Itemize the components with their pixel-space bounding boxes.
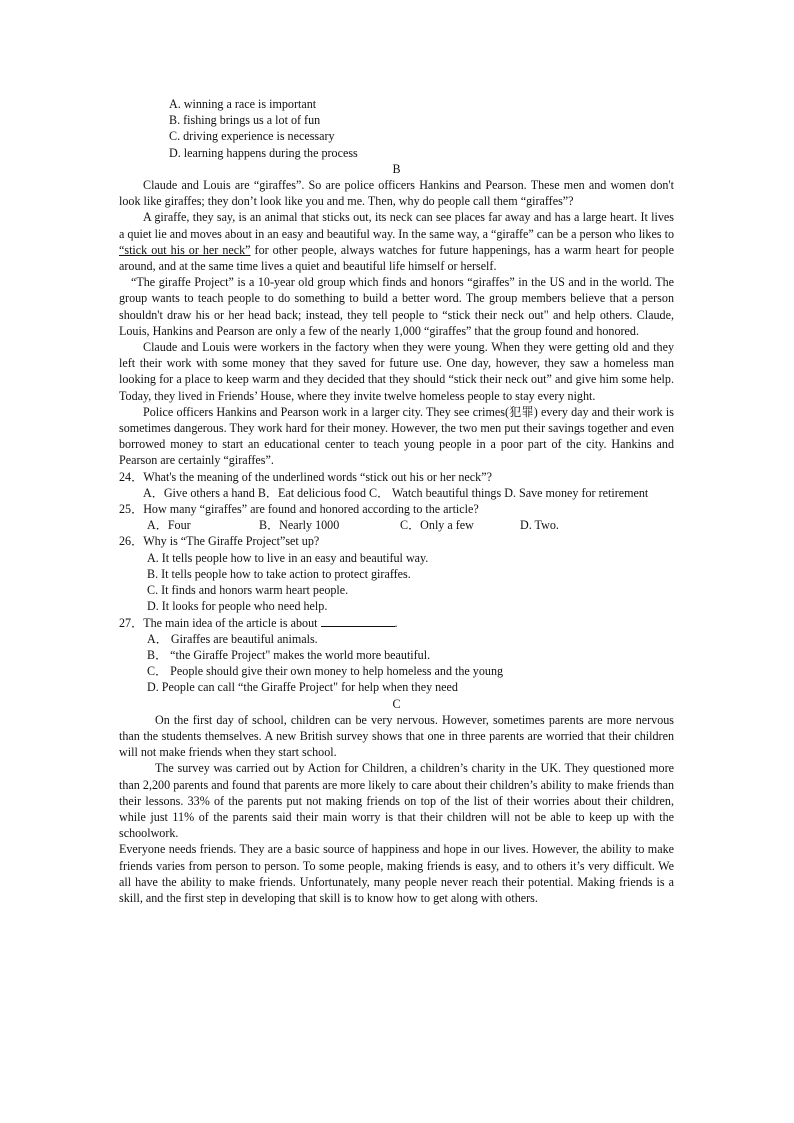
document-page <box>119 96 674 906</box>
question-24: 24．What's the meaning of the underlined words “stick out his or her neck”? <box>119 469 492 484</box>
section-c-paragraph-3: Everyone needs friends. They are a basic source of happiness and hope in our lives. However, the ability to make friends varies from person to person. To some people, making friends is easy, and to others it’s very difficult. We all have the ability to make friends. Unfortunately, many people never reach their potential. Making friends is a skill, and the first step in developing that skill is to know how to get along with others. <box>119 842 674 905</box>
paragraph-2-text-end: for other people, always watches for future happenings, has a warm heart for people around, and at the same time lives a quiet and beautiful life himself or herself. <box>119 242 674 274</box>
section-b-paragraph-3: “The giraffe Project” is a 10-year old group which finds and honors “giraffes” in the US and in the world. The group wants to teach people to do something to build a better word. The group members believe that a person shouldn't draw his or her head back; instead, they tell people to “stick their neck out" and help others. Claude, Louis, Hankins and Pearson are only a few of the nearly 1,000 “giraffes” that the group found and honored. <box>119 275 674 338</box>
underlined-phrase: “stick out his or her neck” <box>119 242 251 257</box>
question-27-option-a: A． Giraffes are beautiful animals. <box>147 631 318 646</box>
question-25-option-b: B．Nearly 1000 <box>259 518 340 533</box>
question-27-option-d: D. People can call “the Giraffe Project" for help when they need <box>147 680 458 695</box>
question-26-option-b: B. It tells people how to take action to protect giraffes. <box>147 566 411 581</box>
prev-option-d: D. learning happens during the process <box>169 145 358 160</box>
question-24-options: A．Give others a hand B．Eat delicious food C． Watch beautiful things D. Save money for retirement <box>143 485 649 500</box>
section-c-paragraph-2: The survey was carried out by Action for Children, a children’s charity in the UK. They questioned more than 2,200 parents and found that parents are more likely to care about their children’s ability to make friends than their lessons. 33% of the parents put not making friends on top of the list of their worries about their children, while just 11% of the parents said their main worry is that their children will not be able to keep up with the schoolwork. <box>119 761 674 841</box>
question-27-option-b: B． “the Giraffe Project" makes the world more beautiful. <box>147 647 431 662</box>
section-b-paragraph-2 <box>119 209 674 274</box>
prev-option-c: C. driving experience is necessary <box>169 129 335 144</box>
question-26-option-d: D. It looks for people who need help. <box>147 599 328 614</box>
section-b-paragraph-1: Claude and Louis are “giraffes”. So are police officers Hankins and Pearson. These men and women don't look like giraffes; they don’t look like you and me. Then, why do people call them “giraffes”? <box>119 178 674 209</box>
answer-blank <box>321 615 395 627</box>
question-27-text: 27．The main idea of the article is about <box>119 615 318 630</box>
question-27 <box>119 615 674 631</box>
question-26-option-a: A. It tells people how to live in an easy and beautiful way. <box>147 550 429 565</box>
question-26-option-c: C. It finds and honors warm heart people. <box>147 583 349 598</box>
prev-option-a: A. winning a race is important <box>169 97 317 111</box>
question-26: 26．Why is “The Giraffe Project”set up? <box>119 534 320 549</box>
question-25: 25．How many “giraffes” are found and honored according to the article? <box>119 502 479 517</box>
question-25-options <box>119 517 674 533</box>
question-25-option-d: D. Two. <box>520 518 559 533</box>
section-b-paragraph-4: Claude and Louis were workers in the factory when they were young. When they were getting old and they left their work with some money that they saved for future use. One day, however, they saw a homeless man looking for a place to keep warm and they decided that they should “stick their neck out” and give him some help. Today, they lived in Friends’ House, where they invite twelve homeless people to stay every night. <box>119 340 674 403</box>
section-c-label: C <box>392 696 401 711</box>
section-b-label: B <box>392 161 401 176</box>
prev-option-b: B. fishing brings us a lot of fun <box>169 113 321 128</box>
section-c-paragraph-1: On the first day of school, children can be very nervous. However, sometimes parents are more nervous than the students themselves. A new British survey shows that one in three parents are worried that their children will not make friends when they start school. <box>119 712 674 760</box>
question-25-option-a: A．Four <box>147 518 191 533</box>
section-b-paragraph-5: Police officers Hankins and Pearson work in a larger city. They see crimes(犯罪) every day and their work is sometimes dangerous. They work hard for their money. However, the two men put their savings together and even borrowed money to start an educational center to teach young people in a poor part of the city. Hankins and Pearson are certainly “giraffes”. <box>119 404 674 468</box>
question-27-option-c: C． People should give their own money to help homeless and the young <box>147 664 504 679</box>
paragraph-2-text-start: A giraffe, they say, is an animal that sticks out, its neck can see places far away and has a large heart. It lives a quiet lie and moves about in an easy and beautiful way. In the same way, a “giraffe” can be a person who likes to <box>119 210 674 241</box>
question-27-period: . <box>394 615 398 630</box>
question-25-option-c: C．Only a few <box>400 518 474 533</box>
